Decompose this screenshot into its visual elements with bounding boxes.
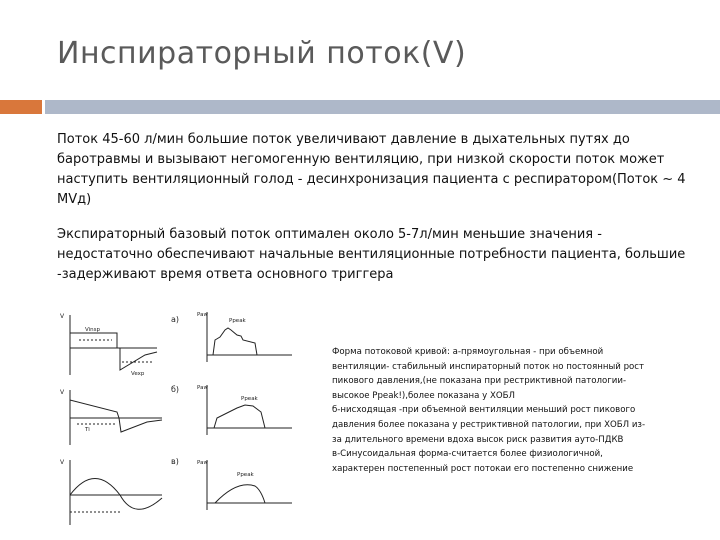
axis-label-paw-a: Paw xyxy=(197,312,208,318)
panel-b-flow-graph xyxy=(70,390,162,445)
caption-line: за длительного времени вдоха высок риск развития ауто-ПДКВ xyxy=(332,434,624,445)
axis-label-v-b: V xyxy=(60,389,65,396)
caption-line: б-нисходящая -при объемной вентиляции меньший рост пикового xyxy=(332,405,636,416)
paragraph-inspiratory-flow: Поток 45-60 л/мин большие поток увеличивают давление в дыхательных путях до баротравмы и вызывают негомогенную вентиляцию, при низкой скорости поток может наступить вентиляционный голод - десинхронизация пациента с респиратором(Поток ~ 4 MVд) xyxy=(57,132,686,207)
panel-a-pressure-graph xyxy=(207,312,292,362)
caption-line: характерен постепенный рост потокаи его постепенно снижение xyxy=(332,463,634,474)
panel-label-b: б) xyxy=(171,385,180,394)
title-accent-bar xyxy=(0,100,42,114)
caption-line: давления более показана у рестриктивной патологии, при ХОБЛ из- xyxy=(332,419,646,430)
flow-waveform-figure xyxy=(57,300,337,530)
axis-label-v-c: V xyxy=(60,459,65,466)
figure-caption xyxy=(332,345,712,476)
label-vinsp: Vinsp xyxy=(85,327,101,333)
panel-c-pressure-graph xyxy=(207,460,292,510)
panel-label-c: в) xyxy=(171,457,179,466)
panel-label-a: а) xyxy=(171,315,180,324)
axis-label-paw-b: Paw xyxy=(197,385,208,391)
title-divider-bar xyxy=(45,100,720,114)
caption-line: высокое Ppeak!),более показана у ХОБЛ xyxy=(332,390,515,401)
panel-c-flow-graph xyxy=(70,460,162,525)
axis-label-v-a: V xyxy=(60,313,65,320)
panel-a-flow-graph xyxy=(70,315,157,375)
slide-title: Инспираторный поток(V) xyxy=(57,36,467,71)
label-ti: Ti xyxy=(85,427,90,433)
caption-line: в-Синусоидальная форма-считается более физиологичной, xyxy=(332,449,603,460)
label-vexp: Vexp xyxy=(131,371,145,377)
axis-label-paw-c: Paw xyxy=(197,460,208,466)
panel-b-pressure-graph xyxy=(207,385,292,435)
label-ppeak-a: Ppeak xyxy=(229,318,246,324)
label-ppeak-c: Ppeak xyxy=(237,472,254,478)
caption-line: пикового давления,(не показана при рестриктивной патологии- xyxy=(332,376,627,387)
caption-line: Форма потоковой кривой: а-прямоугольная - при объемной xyxy=(332,347,604,357)
label-ppeak-b: Ppeak xyxy=(241,396,258,402)
caption-line: вентиляции- стабильный инспираторный поток но постоянный рост xyxy=(332,361,645,372)
paragraph-expiratory-flow: Экспираторный базовый поток оптимален около 5-7л/мин меньшие значения - недостаточно обеспечивают начальные вентиляционные потребности пациента, большие -задерживают время ответа основного триггера xyxy=(57,227,686,282)
